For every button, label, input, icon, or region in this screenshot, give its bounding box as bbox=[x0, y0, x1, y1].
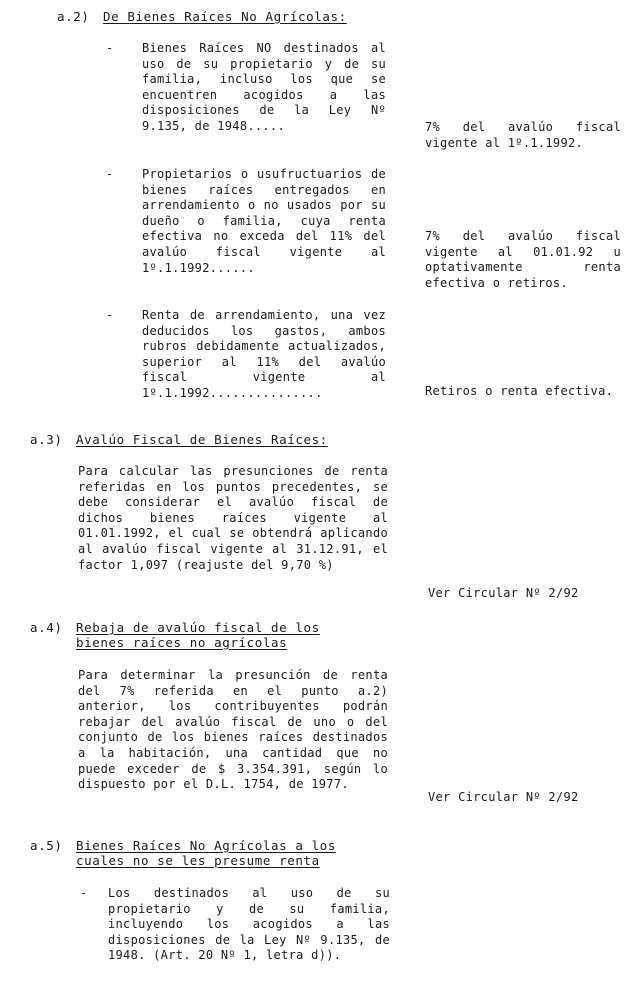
section-a4-reference: Ver Circular Nº 2/92 bbox=[428, 790, 579, 804]
a2-item-2-text: Propietarios o usufructuarios de bienes raíces entregados en arrendamiento o no usados por su dueño o familia, cuya renta efectiva no exceda del 11% del avalúo fiscal vigente al 1º.1.1992...... bbox=[142, 167, 386, 275]
a2-item-1-text: Bienes Raíces NO destinados al uso de su propietario y de su familia, incluso los que se encuentren acogidos a las disposiciones de la Ley Nº 9.135, de 1948..... bbox=[142, 41, 386, 133]
section-a4-heading bbox=[30, 620, 320, 650]
section-a5-title-line-1: Bienes Raíces No Agrícolas a los bbox=[76, 838, 337, 853]
section-a5-heading bbox=[30, 838, 336, 868]
bullet-dash: - bbox=[80, 886, 88, 900]
section-a5-title-line-2: cuales no se les presume renta bbox=[76, 853, 320, 868]
a2-item-3-text: Renta de arrendamiento, una vez deducidos los gastos, ambos rubros debidamente actualizados, superior al 11% del avalúo fiscal vigente al 1º.1.1992............... bbox=[142, 308, 386, 400]
a5-item-1-text: Los destinados al uso de su propietario y de su familia, incluyendo los acogidos a las disposiciones de la Ley Nº 9.135, de 1948. (Art. 20 Nº 1, letra d)). bbox=[108, 886, 390, 963]
section-a2-title: De Bienes Raíces No Agrícolas: bbox=[103, 9, 347, 24]
section-a3-reference: Ver Circular Nº 2/92 bbox=[428, 586, 579, 600]
bullet-dash: - bbox=[106, 308, 114, 322]
section-a5-number: a.5) bbox=[30, 838, 63, 853]
section-a2-number: a.2) bbox=[57, 9, 90, 24]
section-a4-body: Para determinar la presunción de renta del 7% referida en el punto a.2) anterior, los contribuyentes podrán rebajar del avalúo fiscal de uno o del conjunto de los bienes raíces destinados a la habitación, una cantidad que no puede exceder de $ 3.354.391, según lo dispuesto por el D.L. 1754, de 1977. bbox=[78, 668, 388, 792]
section-a4-title-line-1: Rebaja de avalúo fiscal de los bbox=[76, 620, 320, 635]
bullet-dash: - bbox=[106, 167, 114, 181]
section-a4-title-line-2: bienes raíces no agrícolas bbox=[76, 635, 288, 650]
section-a3-heading bbox=[30, 432, 328, 447]
section-a3-number: a.3) bbox=[30, 432, 63, 447]
section-a2-heading bbox=[57, 9, 347, 24]
section-a3-title: Avalúo Fiscal de Bienes Raíces: bbox=[76, 432, 328, 447]
a2-item-3-rate: Retiros o renta efectiva. bbox=[425, 384, 614, 398]
section-a3-body: Para calcular las presunciones de renta referidas en los puntos precedentes, se debe considerar el avalúo fiscal de dichos bienes raíces vigente al 01.01.1992, el cual se obtendrá aplicando al avalúo fiscal vigente al 31.12.91, el factor 1,097 (reajuste del 9,70 %) bbox=[78, 464, 388, 572]
a2-item-1-rate: 7% del avalúo fiscal vigente al 1º.1.1992. bbox=[425, 120, 621, 150]
a2-item-2-rate: 7% del avalúo fiscal vigente al 01.01.92 u optativamente renta efectiva o retiros. bbox=[425, 229, 621, 290]
bullet-dash: - bbox=[106, 41, 114, 55]
section-a4-number: a.4) bbox=[30, 620, 63, 635]
